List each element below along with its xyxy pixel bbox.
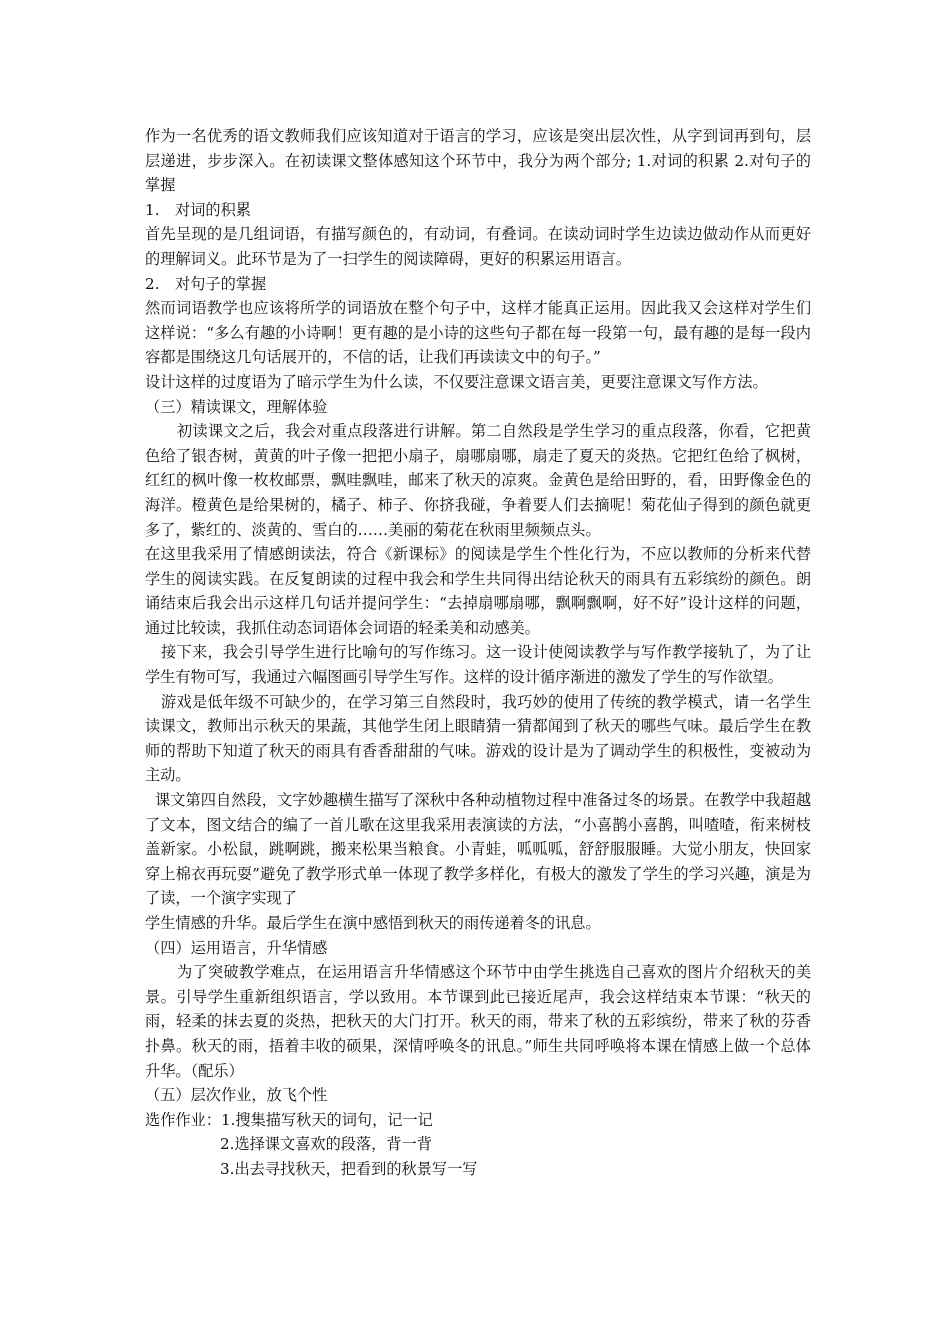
homework-line-2: 2.选择课文喜欢的段落，背一背 (220, 1135, 432, 1154)
section-heading-3: （三）精读课文，理解体验 (145, 397, 328, 416)
metaphor-writing-paragraph: 接下来，我会引导学生进行比喻句的写作练习。这一设计使阅读教学与写作教学接轨了，为了让学生有物可写，我通过六幅图画引导学生写作。这样的设计循序渐进的激发了学生的写作欲望。 (145, 643, 811, 687)
language-use-paragraph: 为了突破教学难点，在运用语言升华情感这个环节中由学生挑选自己喜欢的图片介绍秋天的美景。引导学生重新组织语言，学以致用。本节课到此已接近尾声，我会这样结束本节课：“秋天的雨，轻柔的抹去夏的炎热，把秋天的大门打开。秋天的雨，带来了秋的五彩缤纷，带来了秋的芬香扑鼻。秋天的雨，捂着丰收的硕果，深情呼唤冬的讯息。”师生共同呼唤将本课在情感上做一个总体升华。（配乐） (145, 963, 811, 1080)
word-paragraph: 首先呈现的是几组词语，有描写颜色的，有动词，有叠词。在读动词时学生边读边做动作从而更好的理解词义。此环节是为了一扫学生的阅读障碍，更好的积累运用语言。 (145, 225, 811, 268)
subheading-text: 对词的积累 (175, 200, 251, 219)
close-reading-paragraph: 初读课文之后，我会对重点段落进行讲解。第二自然段是学生学习的重点段落，你看，它把黄色给了银杏树，黄黄的叶子像一把把小扇子，扇哪扇哪，扇走了夏天的炎热。它把红色给了枫树，红红的枫叶像一枚枚邮票，飘哇飘哇，邮来了秋天的凉爽。金黄色是给田野的，看，田野像金色的海洋。橙黄色是给果树的，橘子、柿子、你挤我碰，争着要人们去摘呢！菊花仙子得到的颜色就更多了，紫红的、淡黄的、雪白的……美丽的菊花在秋雨里频频点头。 (145, 422, 811, 539)
fourth-section-paragraph: 课文第四自然段，文字妙趣横生描写了深秋中各种动植物过程中准备过冬的场景。在教学中我超越了文本，图文结合的编了一首儿歌在这里我采用表演读的方法，“小喜鹊小喜鹊，叫喳喳，衔来树枝盖新家。小松鼠，跳啊跳，搬来松果当粮食。小青蛙，呱呱呱，舒舒服服睡。大觉小朋友，快回家穿上棉衣再玩耍”避免了教学形式单一体现了教学多样化，有极大的激发了学生的学习兴趣，演是为了读，一个演字实现了 (145, 791, 811, 908)
homework-line-1: 选作作业：1.搜集描写秋天的词句，记一记 (145, 1110, 433, 1129)
emotional-reading-paragraph: 在这里我采用了情感朗读法，符合《新课标》的阅读是学生个性化行为，不应以教师的分析来代替学生的阅读实践。在反复朗读的过程中我会和学生共同得出结论秋天的雨具有五彩缤纷的颜色。朗诵结束后我会出示这样几句话并提问学生：“去掉扇哪扇哪，飘啊飘啊，好不好”设计这样的问题，通过比较读，我抓住动态词语体会词语的轻柔美和动感美。 (145, 545, 811, 637)
sentence-paragraph: 然而词语教学也应该将所学的词语放在整个句子中，这样才能真正运用。因此我又会这样对学生们这样说：“多么有趣的小诗啊！更有趣的是小诗的这些句子都在每一段第一句，最有趣的是每一段内容都是围绕这几句话展开的，不信的话，让我们再读读文中的句子。” (145, 299, 811, 367)
game-paragraph: 游戏是低年级不可缺少的，在学习第三自然段时，我巧妙的使用了传统的教学模式，请一名学生读课文，教师出示秋天的果蔬，其他学生闭上眼睛猜一猜都闻到了秋天的哪些气味。最后学生在教师的帮助下知道了秋天的雨具有香香甜甜的气味。游戏的设计是为了调动学生的积极性，变被动为主动。 (145, 692, 811, 785)
subheading-number: 2. (145, 274, 160, 293)
subheading-text: 对句子的掌握 (175, 274, 267, 293)
section-heading-5: （五）层次作业，放飞个性 (145, 1086, 328, 1105)
section-heading-4: （四）运用语言，升华情感 (145, 938, 328, 957)
intro-paragraph: 作为一名优秀的语文教师我们应该知道对于语言的学习，应该是突出层次性，从字到词再到句，层层递进，步步深入。在初读课文整体感知这个环节中，我分为两个部分; 1.对词的积累 2.对句子的掌握 (145, 127, 811, 195)
subheading-number: 1. (145, 200, 160, 219)
emotion-sublimation-line: 学生情感的升华。最后学生在演中感悟到秋天的雨传递着冬的讯息。 (145, 914, 601, 932)
transition-paragraph: 设计这样的过度语为了暗示学生为什么读，不仅要注意课文语言美，更要注意课文写作方法。 (145, 372, 768, 391)
subheading-word-accumulation (145, 198, 811, 223)
document-body (145, 124, 811, 1182)
homework-line-3: 3.出去寻找秋天，把看到的秋景写一写 (220, 1159, 478, 1178)
subheading-sentence-mastery (145, 272, 811, 297)
